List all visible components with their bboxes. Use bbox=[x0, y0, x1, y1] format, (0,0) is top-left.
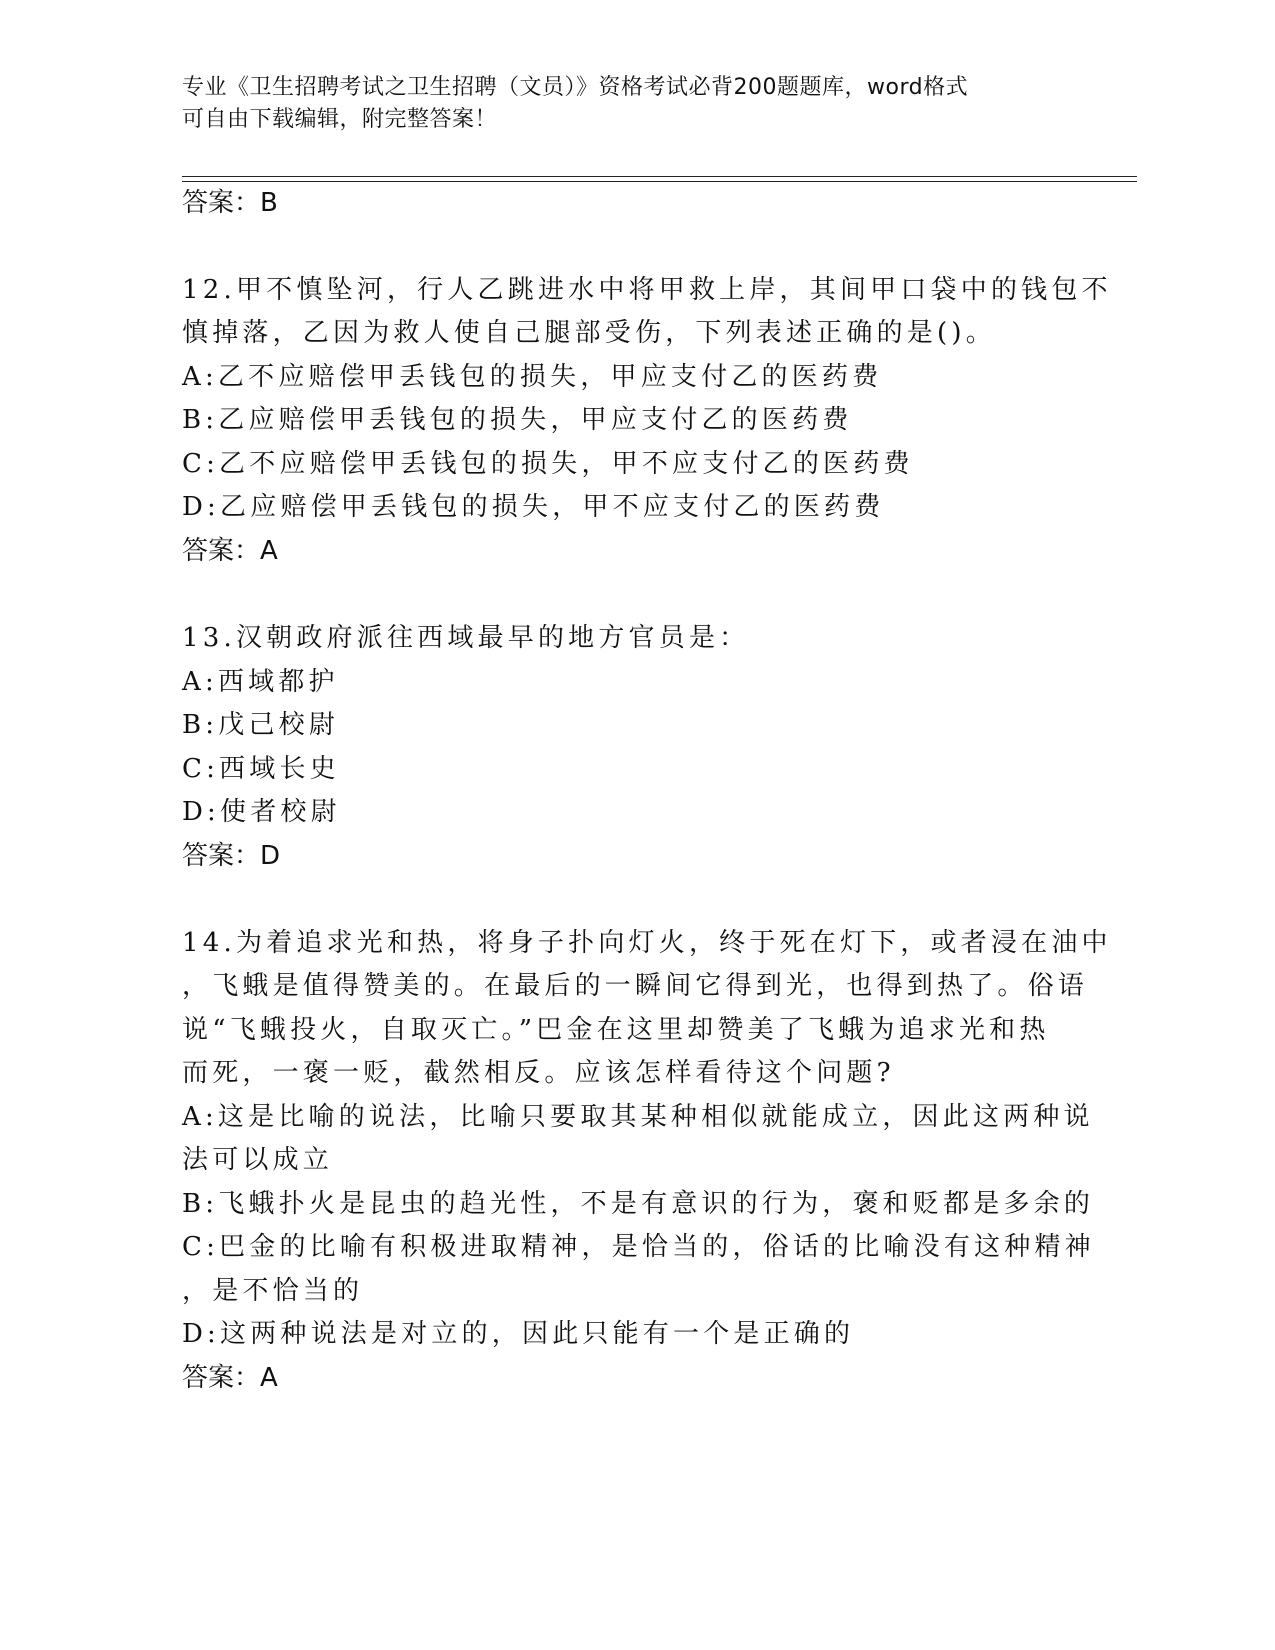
q14-stem-line-2: ，飞蛾是值得赞美的。在最后的一瞬间它得到光，也得到热了。俗语 bbox=[182, 971, 1089, 1001]
q13-option-d: D:使者校尉 bbox=[182, 797, 341, 827]
q12-answer: 答案：A bbox=[182, 536, 278, 566]
q13-option-c: C:西域长史 bbox=[182, 754, 340, 784]
document-header bbox=[182, 72, 1042, 136]
q12-stem-line-2: 慎掉落，乙因为救人使自己腿部受伤，下列表述正确的是()。 bbox=[182, 318, 996, 348]
q12-option-b: B:乙应赔偿甲丢钱包的损失，甲应支付乙的医药费 bbox=[182, 405, 853, 435]
q13-answer: 答案：D bbox=[182, 841, 281, 871]
q13-stem-line-1: 13.汉朝政府派往西域最早的地方官员是： bbox=[182, 623, 750, 653]
q14-option-c-line-2: ，是不恰当的 bbox=[182, 1276, 364, 1306]
q14-answer: 答案：A bbox=[182, 1363, 278, 1393]
q14-option-c-line-1: C:巴金的比喻有积极进取精神，是恰当的，俗话的比喻没有这种精神 bbox=[182, 1232, 1095, 1262]
answer-11: 答案：B bbox=[182, 188, 278, 218]
q13-option-a: A:西域都护 bbox=[182, 667, 339, 697]
header-divider-bottom bbox=[182, 181, 1137, 182]
q14-stem-line-4: 而死，一褒一贬，截然相反。应该怎样看待这个问题? bbox=[182, 1058, 895, 1088]
q14-option-d: D:这两种说法是对立的，因此只能有一个是正确的 bbox=[182, 1319, 855, 1349]
q14-stem-line-3: 说“飞蛾投火，自取灭亡。”巴金在这里却赞美了飞蛾为追求光和热 bbox=[182, 1015, 1050, 1045]
q12-stem-line-1: 12.甲不慎坠河，行人乙跳进水中将甲救上岸，其间甲口袋中的钱包不 bbox=[182, 275, 1112, 305]
q12-option-d: D:乙应赔偿甲丢钱包的损失，甲不应支付乙的医药费 bbox=[182, 492, 885, 522]
q12-option-c: C:乙不应赔偿甲丢钱包的损失，甲不应支付乙的医药费 bbox=[182, 449, 914, 479]
q14-option-a-line-1: A:这是比喻的说法，比喻只要取其某种相似就能成立，因此这两种说 bbox=[182, 1102, 1094, 1132]
header-divider-top bbox=[182, 176, 1137, 177]
q12-option-a: A:乙不应赔偿甲丢钱包的损失，甲应支付乙的医药费 bbox=[182, 362, 883, 392]
q14-stem-line-1: 14.为着追求光和热，将身子扑向灯火，终于死在灯下，或者浸在油中 bbox=[182, 928, 1112, 958]
header-line-1: 专业《卫生招聘考试之卫生招聘（文员）》资格考试必背200题题库，word格式 bbox=[182, 75, 969, 100]
q14-option-b: B:飞蛾扑火是昆虫的趋光性，不是有意识的行为，褒和贬都是多余的 bbox=[182, 1189, 1095, 1219]
q13-option-b: B:戊己校尉 bbox=[182, 710, 340, 740]
q14-option-a-line-2: 法可以成立 bbox=[182, 1145, 334, 1175]
header-line-2: 可自由下载编辑，附完整答案！ bbox=[182, 107, 498, 132]
